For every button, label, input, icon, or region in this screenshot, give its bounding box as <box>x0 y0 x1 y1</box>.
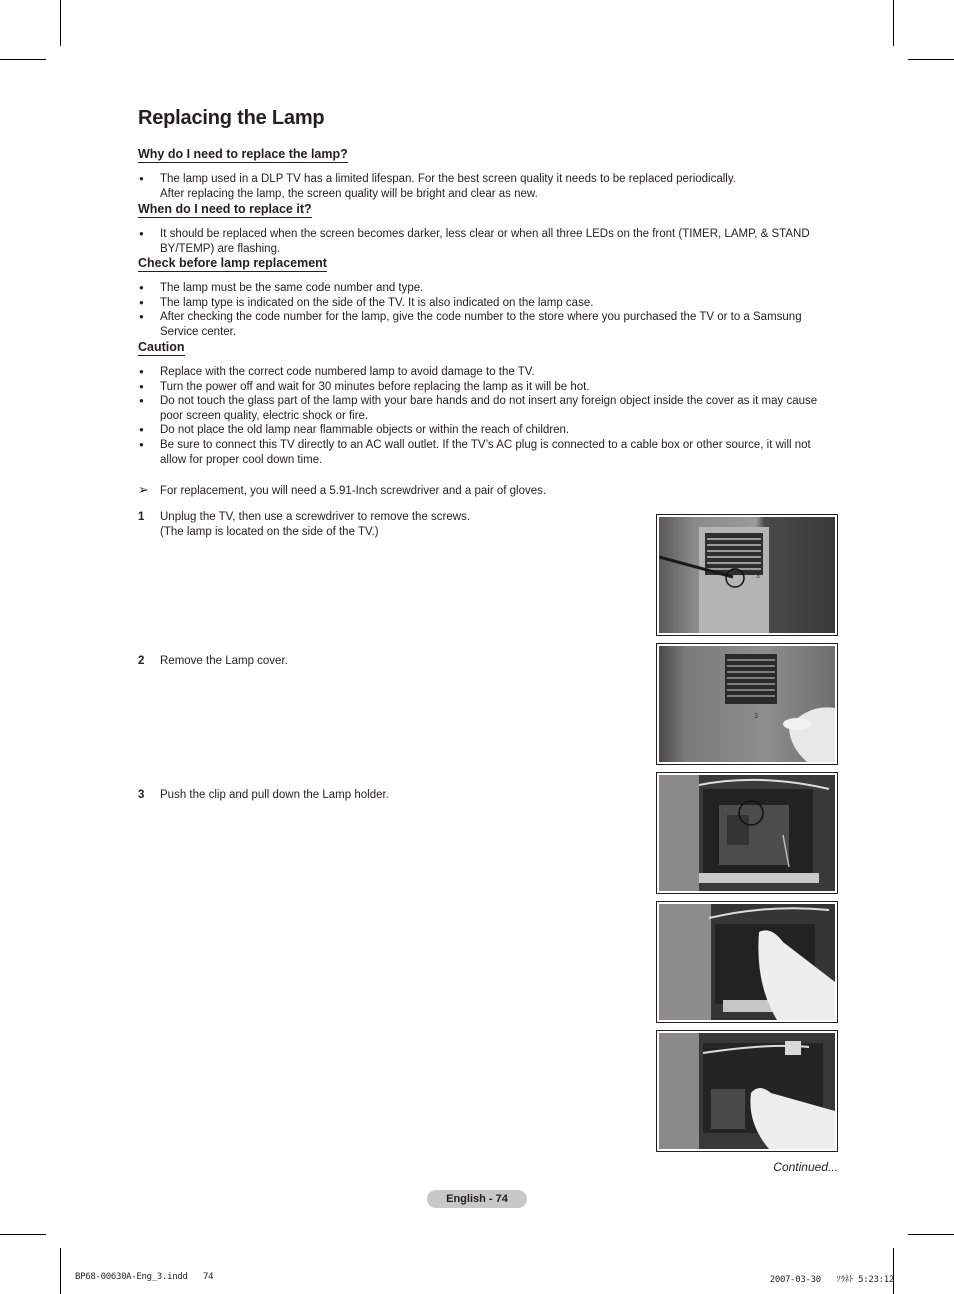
tv-side-illustration <box>659 517 835 633</box>
arrow-icon: ➢ <box>138 482 149 497</box>
bullet-item: ● The lamp used in a DLP TV has a limited lifespan. For the best screen quality it needs to be replaced periodically. After replacing the lamp, the screen quality will be bright and clear as new. <box>138 172 838 201</box>
note-tools: ➢ For replacement, you will need a 5.91-Inch screwdriver and a pair of gloves. <box>138 482 547 497</box>
bullet-list <box>138 227 838 256</box>
step-number: 2 <box>138 655 145 667</box>
section-heading: Check before lamp replacement <box>138 256 327 270</box>
step-2: 2 Remove the Lamp cover. <box>138 655 288 667</box>
photo-remove-screws <box>656 514 838 636</box>
page-title: Replacing the Lamp <box>138 107 325 129</box>
photo-push-clip <box>656 901 838 1023</box>
page-number-badge: English - 74 <box>427 1190 527 1208</box>
bullet-item: ● It should be replaced when the screen becomes darker, less clear or when all three LEDs on the front (TIMER, LAMP, & STAND BY/TEMP) are flashing. <box>138 227 838 256</box>
bullet-list <box>138 365 838 467</box>
crop-mark <box>908 1234 954 1235</box>
footer-file-info: BP68-00630A-Eng_3.indd 74 <box>75 1272 214 1282</box>
section-why-replace <box>138 145 838 201</box>
bullet-item: ● The lamp type is indicated on the side of the TV. It is also indicated on the lamp case. <box>138 296 838 311</box>
photo-clip-lamp-holder <box>656 772 838 894</box>
svg-text:3: 3 <box>754 713 758 720</box>
bullet-list <box>138 172 838 201</box>
continued-label: Continued... <box>773 1160 838 1174</box>
crop-mark <box>908 59 954 60</box>
step-number: 3 <box>138 789 145 801</box>
hand-push-clip-illustration <box>659 904 835 1020</box>
svg-text:3: 3 <box>756 573 760 580</box>
bullet-item: ● Do not touch the glass part of the lamp with your bare hands and do not insert any foreign object inside the cover as it may cause poor screen quality, electric shock or fire. <box>138 394 838 423</box>
bullet-item: ● Turn the power off and wait for 30 minutes before replacing the lamp as it will be hot. <box>138 380 838 395</box>
step-number: 1 <box>138 511 145 523</box>
photo-pull-holder <box>656 1030 838 1152</box>
hand-pull-holder-illustration <box>659 1033 835 1149</box>
step-3: 3 Push the clip and pull down the Lamp holder. <box>138 789 389 801</box>
section-heading: Caution <box>138 340 185 354</box>
section-heading: Why do I need to replace the lamp? <box>138 147 348 161</box>
lamp-cover-illustration <box>659 646 835 762</box>
section-when-replace <box>138 200 838 256</box>
crop-mark <box>60 0 61 46</box>
section-check-before <box>138 254 838 339</box>
bullet-item: ● Do not place the old lamp near flammable objects or within the reach of children. <box>138 423 838 438</box>
crop-mark <box>893 0 894 46</box>
bullet-item: ● After checking the code number for the lamp, give the code number to the store where you purchased the TV or to a Samsung Service center. <box>138 310 838 339</box>
bullet-list <box>138 281 838 339</box>
crop-mark <box>0 1234 46 1235</box>
bullet-item: ● The lamp must be the same code number and type. <box>138 281 838 296</box>
lamp-holder-illustration <box>659 775 835 891</box>
crop-mark <box>893 1248 894 1294</box>
bullet-item: ● Be sure to connect this TV directly to an AC wall outlet. If the TV’s AC plug is connected to a cable box or other source, it will not allow for proper cool down time. <box>138 438 838 467</box>
footer-timestamp: 2007-03-30 ｿﾗﾈﾄ 5:23:12 <box>769 1275 894 1285</box>
bullet-item: ● Replace with the correct code numbered lamp to avoid damage to the TV. <box>138 365 838 380</box>
section-heading: When do I need to replace it? <box>138 202 312 216</box>
photo-remove-cover <box>656 643 838 765</box>
section-caution <box>138 338 838 467</box>
crop-mark <box>0 59 46 60</box>
step-1: 1 Unplug the TV, then use a screwdriver to remove the screws. (The lamp is located on the side of the TV.) <box>138 511 471 538</box>
crop-mark <box>60 1248 61 1294</box>
